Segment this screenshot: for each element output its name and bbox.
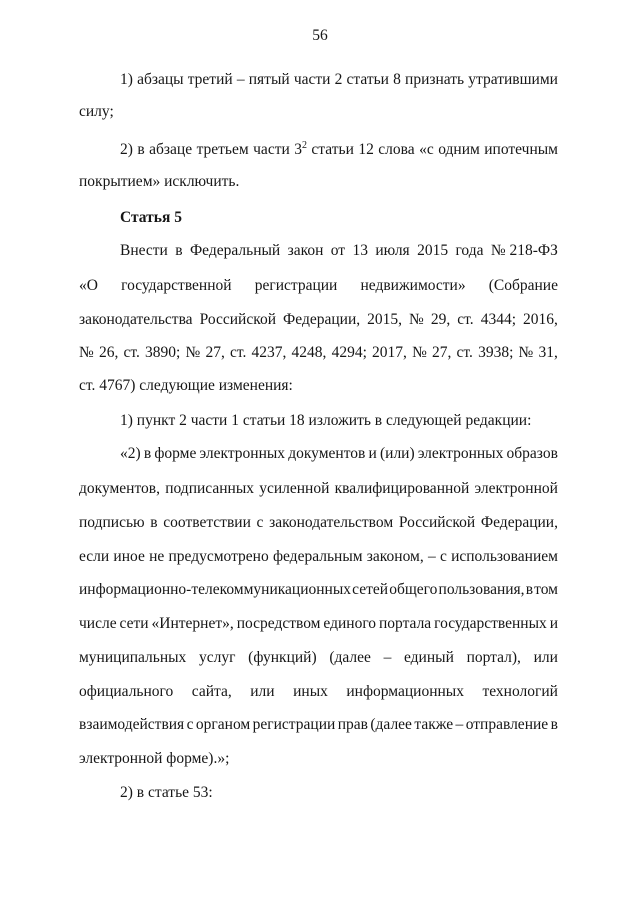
word: муниципальных <box>79 649 187 666</box>
para1-line2: силу; <box>79 103 114 120</box>
quoted-line5 <box>79 580 558 600</box>
quoted-line2 <box>79 479 558 499</box>
word: от <box>330 242 346 259</box>
word: единый <box>404 649 454 666</box>
word: Внести <box>120 242 168 259</box>
word: 8 <box>393 71 401 88</box>
word: ст. <box>457 311 474 328</box>
word: 2017, <box>372 344 407 361</box>
quoted-line1 <box>120 444 558 464</box>
word: ст. <box>456 344 473 361</box>
quoted-line9 <box>79 715 558 735</box>
word: регистрации <box>254 277 338 294</box>
item1-intro: 1) пункт 2 части 1 статьи 18 изложить в следующей редакции: <box>120 412 532 429</box>
word: портала <box>379 615 432 632</box>
word: государственной <box>121 277 232 294</box>
word: абзаце <box>149 141 193 158</box>
word: 13 <box>352 242 368 259</box>
intro-line5: ст. 4767) следующие изменения: <box>79 377 293 394</box>
word: – <box>383 649 392 666</box>
word: Федерации, <box>283 311 361 328</box>
word: регистрации <box>252 716 336 733</box>
word: или <box>250 683 275 700</box>
word: и <box>549 615 558 632</box>
word: сети <box>119 615 149 632</box>
word: электронных <box>417 445 504 462</box>
word: иное <box>113 548 145 565</box>
quoted-line10: электронной форме).»; <box>79 750 230 767</box>
word: 27, <box>432 344 452 361</box>
word: усиленной <box>259 480 330 497</box>
word: в <box>175 242 183 259</box>
word: 31, <box>538 344 558 361</box>
article-heading: Статья 5 <box>120 209 182 226</box>
word: 26, <box>98 344 119 361</box>
word: соответствии <box>163 514 251 531</box>
para2-line2: покрытием» исключить. <box>79 173 240 190</box>
word: не <box>149 548 165 565</box>
word: использованием <box>451 548 558 565</box>
word: в <box>525 581 534 598</box>
word: – <box>427 548 436 565</box>
intro-line3 <box>79 310 558 330</box>
word: 2015 <box>417 242 449 259</box>
word: органом <box>195 716 251 733</box>
word: июля <box>375 242 410 259</box>
word: части <box>253 141 290 158</box>
quoted-line8 <box>79 682 558 702</box>
para2-line1 <box>120 140 558 160</box>
word: 27, <box>205 344 225 361</box>
word: 12 <box>358 141 374 158</box>
word: (или) <box>379 445 415 462</box>
word: в <box>137 141 145 158</box>
quoted-line6 <box>79 614 558 634</box>
word: (Собрание <box>488 277 558 294</box>
word: абзацы <box>137 71 184 88</box>
quoted-line3 <box>79 513 558 533</box>
word: 4344; <box>480 311 516 328</box>
page-number: 56 <box>312 27 328 44</box>
word: сетей <box>352 581 389 598</box>
word: 2016, <box>523 311 558 328</box>
word: законодательством <box>269 514 394 531</box>
part-number-base: 3 <box>294 141 302 158</box>
word: 4294; <box>331 344 367 361</box>
word: сайта, <box>191 683 232 700</box>
word: – <box>236 71 245 88</box>
word: 3938; <box>478 344 514 361</box>
word: и <box>368 445 377 462</box>
quoted-line7 <box>79 648 558 668</box>
word: взаимодействия <box>79 716 185 733</box>
word: № <box>79 344 94 361</box>
word: государственных <box>434 615 547 632</box>
word: также <box>414 716 454 733</box>
intro-line2 <box>79 276 558 296</box>
word: информационных <box>346 683 464 700</box>
word: 3890; <box>145 344 181 361</box>
word: законом, <box>366 548 424 565</box>
word: или <box>533 649 558 666</box>
word: Российской <box>398 514 476 531</box>
word: № <box>412 344 427 361</box>
word: если <box>79 548 110 565</box>
word: в <box>150 514 158 531</box>
word: недвижимости» <box>360 277 466 294</box>
word: том <box>534 581 558 598</box>
word: 4248, <box>291 344 327 361</box>
word: ипотечным <box>484 141 558 158</box>
word: квалифицированной <box>334 480 470 497</box>
word: закон <box>287 242 324 259</box>
word: с <box>439 548 447 565</box>
word: 2 <box>334 71 343 88</box>
word: (далее <box>370 716 412 733</box>
word: отправление <box>465 716 549 733</box>
word: с <box>256 514 264 531</box>
word: ст. <box>123 344 140 361</box>
word: форме <box>154 445 197 462</box>
word: № <box>185 344 201 361</box>
word: в <box>550 716 558 733</box>
word: Российской <box>199 311 276 328</box>
word: посредством <box>236 615 321 632</box>
intro-line1 <box>120 241 558 261</box>
word: федеральным <box>272 548 363 565</box>
word: № <box>409 311 424 328</box>
word: третьем <box>196 141 249 158</box>
word: Федерации, <box>480 514 558 531</box>
word: признать <box>405 71 465 88</box>
part-number <box>294 140 307 160</box>
word: образов <box>506 445 558 462</box>
word: технологий <box>482 683 558 700</box>
word: с <box>186 716 194 733</box>
word: 4237, <box>251 344 287 361</box>
word: «2) <box>120 445 141 462</box>
word: «Интернет», <box>151 615 234 632</box>
word: (функций) <box>248 649 317 666</box>
word: общего <box>389 581 438 598</box>
word: документов <box>288 445 366 462</box>
word: в <box>143 445 152 462</box>
word: «О <box>79 277 98 294</box>
word: прав <box>337 716 368 733</box>
word: 29, <box>430 311 451 328</box>
word: информационно-телекоммуникационных <box>79 581 352 598</box>
word: третий <box>187 71 233 88</box>
word: 1) <box>120 71 133 88</box>
word: слова <box>378 141 415 158</box>
word: № <box>518 344 534 361</box>
word: пользования, <box>438 581 525 598</box>
word: подписанных <box>165 480 254 497</box>
word: документов, <box>79 480 160 497</box>
word: портал), <box>466 649 521 666</box>
word: предусмотрено <box>168 548 269 565</box>
word: одним <box>438 141 480 158</box>
word: Федеральный <box>189 242 281 259</box>
intro-line4 <box>79 343 558 363</box>
word: № 218-ФЗ <box>490 242 558 259</box>
quoted-line4 <box>79 547 558 567</box>
part-number-sup: 2 <box>301 140 307 151</box>
word: года <box>455 242 484 259</box>
word: электронной <box>474 480 558 497</box>
word: числе <box>79 615 117 632</box>
word: 2) <box>120 141 133 158</box>
word: услуг <box>199 649 236 666</box>
word: официального <box>79 683 174 700</box>
word: (далее <box>329 649 371 666</box>
word: иных <box>293 683 328 700</box>
para1-line1 <box>120 70 558 90</box>
word: законодательства <box>79 311 193 328</box>
word: пятый <box>248 71 290 88</box>
word: подписью <box>79 514 145 531</box>
word: ст. <box>229 344 247 361</box>
word: части <box>293 71 331 88</box>
item2: 2) в статье 53: <box>120 784 213 801</box>
word: – <box>455 716 464 733</box>
word: статьи <box>346 71 389 88</box>
word: 2015, <box>367 311 403 328</box>
word: статьи <box>311 141 354 158</box>
word: электронных <box>199 445 286 462</box>
word: утратившими <box>468 71 558 88</box>
word: «с <box>419 141 434 158</box>
word: единого <box>323 615 377 632</box>
